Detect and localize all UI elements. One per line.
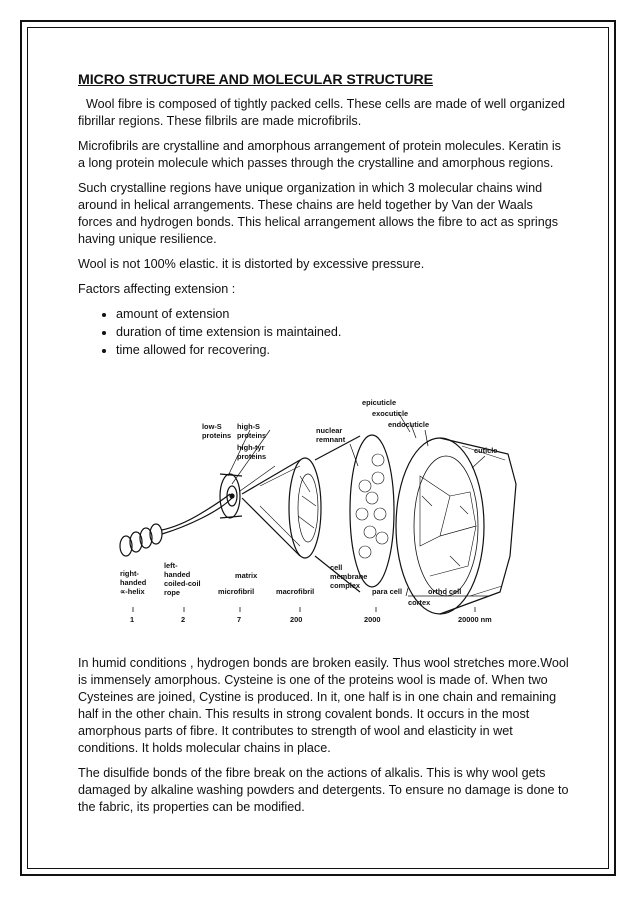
label-microfibril: microfibril <box>218 587 255 596</box>
scale-label: 1 <box>130 615 135 624</box>
scale-label: 2000 <box>364 615 381 624</box>
label-ortho-cell: ortho cell <box>428 587 462 596</box>
label-nuclear: nuclear <box>316 426 343 435</box>
label-right-handed-2: handed <box>120 578 147 587</box>
top-content <box>78 72 568 360</box>
macrofibril-disk <box>289 458 321 558</box>
scale-label: 7 <box>237 615 242 624</box>
paragraph-disulfide: The disulfide bonds of the fibre break on the actions of alkalis. This is why wool gets damaged by alkaline washing powders and detergents. To ensure no damage is done to the fabric, its properties can be modified. <box>78 766 569 814</box>
label-left-handed-3: coiled-coil <box>164 579 201 588</box>
microfibril-disk <box>220 474 242 518</box>
label-remnant: remnant <box>316 435 346 444</box>
section-heading: MICRO STRUCTURE AND MOLECULAR STRUCTURE <box>78 72 433 88</box>
label-cuticle: cuticle <box>474 446 498 455</box>
label-right-handed-3: ∝-helix <box>120 587 145 596</box>
label-cortex: cortex <box>408 598 431 607</box>
paragraph-factors: Factors affecting extension : <box>78 282 236 296</box>
paragraph-microfibrils: Microfibrils are crystalline and amorphous arrangement of protein molecules. Keratin is a long protein molecule which passes through the crystalline and amorphous regions. <box>78 139 561 170</box>
label-high-tyr-proteins: proteins <box>237 452 267 461</box>
label-exocuticle: exocuticle <box>372 409 409 418</box>
label-complex: complex <box>330 581 360 590</box>
cortical-cell <box>350 435 394 587</box>
label-high-s-proteins: proteins <box>237 431 267 440</box>
label-high-s: high-S <box>237 422 260 431</box>
label-low-s: low-S <box>202 422 222 431</box>
label-high-tyr: high-tyr <box>237 443 265 452</box>
wool-fibre-diagram <box>110 396 520 636</box>
alpha-helix-coil <box>120 524 162 556</box>
label-left-handed-2: handed <box>164 570 191 579</box>
list-item: • time allowed for recovering. <box>116 342 568 359</box>
label-left-handed-1: left- <box>164 561 178 570</box>
label-left-handed-4: rope <box>164 588 181 597</box>
label-para-cell: para cell <box>372 587 402 596</box>
paragraph-humidity: In humid conditions , hydrogen bonds are broken easily. Thus wool stretches more.Wool is immensely amorphous. Cysteine is one of the proteins wool is made of. When two Cysteines are joined, Cystine is produced. In it, one half is in one chain and remaining half in the other chain. This results in strong covalent bonds. It occurs in the most amorphous parts of fibre. It contributes to strength of wool and elasticity in wet conditions. It holds molecular chains in place. <box>78 656 569 755</box>
label-endocuticle: endocuticle <box>388 420 430 429</box>
scale-label: 200 <box>290 615 303 624</box>
bottom-content <box>78 655 570 824</box>
scale-label: 20000 nm <box>458 615 492 624</box>
label-right-handed-1: right- <box>120 569 139 578</box>
label-cell: cell <box>330 563 343 572</box>
label-low-s-proteins: proteins <box>202 431 232 440</box>
factors-list <box>78 306 568 359</box>
paragraph-elasticity: Wool is not 100% elastic. it is distorted by excessive pressure. <box>78 257 425 271</box>
label-membrane: membrane <box>330 572 368 581</box>
paragraph-crystalline: Such crystalline regions have unique organization in which 3 molecular chains wind around in helical arrangements. These chains are held together by Van der Waals forces and hydrogen bonds. This helical arrangement allows the fibre to act as springs having unique resilience. <box>78 181 558 246</box>
list-item: • duration of time extension is maintained. <box>116 324 568 341</box>
label-matrix: matrix <box>235 571 258 580</box>
label-macrofibril: macrofibril <box>276 587 315 596</box>
paragraph-composition: Wool fibre is composed of tightly packed cells. These cells are made of well organized fibrillar regions. These filbrils are made microfibrils. <box>78 97 566 128</box>
label-epicuticle: epicuticle <box>362 398 397 407</box>
list-item: • amount of extension <box>116 306 568 323</box>
scale-label: 2 <box>181 615 186 624</box>
